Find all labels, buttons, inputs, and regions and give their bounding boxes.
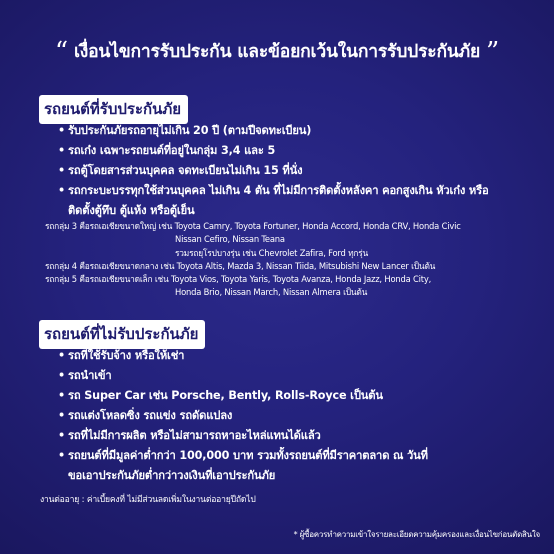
bullet-text: รถแต่งโหลดซิ่ง รถแข่ง รถดัดแปลง (68, 409, 233, 422)
list-item (58, 141, 489, 161)
bullet-icon: • (58, 144, 66, 157)
renewal-note: งานต่ออายุ : ค่าเบี้ยคงที่ ไม่มีส่วนลดเพิ่มในงานต่ออายุปีถัดไป (40, 495, 256, 505)
bullet-text-continued: ขอเอาประกันภัยต่ำกว่าวงเงินที่เอาประกันภัย (68, 469, 276, 482)
insured-bullet-list (58, 121, 489, 221)
excluded-bullet-list (58, 346, 428, 486)
bullet-icon: • (58, 184, 66, 197)
bullet-icon: • (58, 389, 66, 402)
page-title-text: เงื่อนไขการรับประกัน และข้อยกเว้นในการรับประกันภัย (73, 42, 481, 62)
car-group-5: รถกลุ่ม 5 คือรถเอเชียขนาดเล็ก เช่น Toyota Vios, Toyota Yaris, Toyota Avanza, Honda Jazz, Honda City, (45, 274, 432, 285)
car-group-5-continued: Honda Brio, Nissan March, Nissan Almera เป็นต้น (175, 287, 368, 298)
bullet-text: รถกระบะบรรทุกใช้ส่วนบุคคล ไม่เกิน 4 ตัน ที่ไม่มีการติดตั้งหลังคา คอกสูงเกิน หัวเก๋ง หรือ (68, 184, 489, 197)
close-quote: ” (486, 37, 500, 67)
list-item (58, 386, 428, 406)
excluded-section-heading: รถยนต์ที่ไม่รับประกันภัย (39, 320, 205, 349)
open-quote: “ (54, 37, 68, 67)
bullet-icon: • (58, 349, 66, 362)
list-item (58, 426, 428, 446)
car-group-3-continued: Nissan Cefiro, Nissan Teana (175, 234, 285, 245)
bullet-text: รถเก๋ง เฉพาะรถยนต์ที่อยู่ในกลุ่ม 3,4 และ 5 (68, 144, 276, 157)
list-item (58, 406, 428, 426)
car-group-4: รถกลุ่ม 4 คือรถเอเชียขนาดกลาง เช่น Toyota Altis, Mazda 3, Nissan Tiida, Mitsubishi New Lancer เป็นต้น (45, 260, 436, 271)
bullet-text: รถที่ไม่มีการผลิต หรือไม่สามารถหาอะไหล่แทนได้แล้ว (68, 429, 321, 442)
list-item (58, 366, 428, 386)
car-group-list (45, 220, 525, 300)
bullet-text: รถนำเข้า (68, 369, 112, 382)
bullet-icon: • (58, 449, 66, 462)
bullet-icon: • (58, 409, 66, 422)
bullet-icon: • (58, 124, 66, 137)
disclaimer-footnote: * ผู้ซื้อควรทำความเข้าใจรายละเอียดความคุ้มครองและเงื่อนไขก่อนตัดสินใจ (293, 530, 540, 539)
car-group-3-european: รวมรถยุโรปบางรุ่น เช่น Chevrolet Zafira, Ford ทุกรุ่น (175, 247, 369, 258)
bullet-icon: • (58, 164, 66, 177)
page-title (0, 34, 554, 65)
list-item (58, 446, 428, 486)
bullet-icon: • (58, 429, 66, 442)
insured-section-heading: รถยนต์ที่รับประกันภัย (39, 95, 188, 124)
bullet-text: รถที่ใช้รับจ้าง หรือให้เช่า (68, 349, 185, 362)
list-item (58, 121, 489, 141)
bullet-icon: • (58, 369, 66, 382)
bullet-text: รถ Super Car เช่น Porsche, Bently, Rolls-Royce เป็นต้น (68, 389, 383, 402)
bullet-text: รถตู้โดยสารส่วนบุคคล จดทะเบียนไม่เกิน 15 ที่นั่ง (68, 164, 303, 177)
list-item (58, 346, 428, 366)
car-group-3: รถกลุ่ม 3 คือรถเอเชียขนาดใหญ่ เช่น Toyota Camry, Toyota Fortuner, Honda Accord, Honda CRV, Honda Civic (45, 221, 461, 231)
list-item (58, 181, 489, 221)
list-item (58, 161, 489, 181)
bullet-text: รถยนต์ที่มีมูลค่าต่ำกว่า 100,000 บาท รวมทั้งรถยนต์ที่มีราคาตลาด ณ วันที่ (68, 449, 428, 462)
bullet-text: รับประกันภัยรถอายุไม่เกิน 20 ปี (ตามปีจดทะเบียน) (68, 124, 312, 137)
bullet-text-continued: ติดตั้งตู้ทึบ ตู้แห้ง หรือตู้เย็น (68, 204, 195, 217)
